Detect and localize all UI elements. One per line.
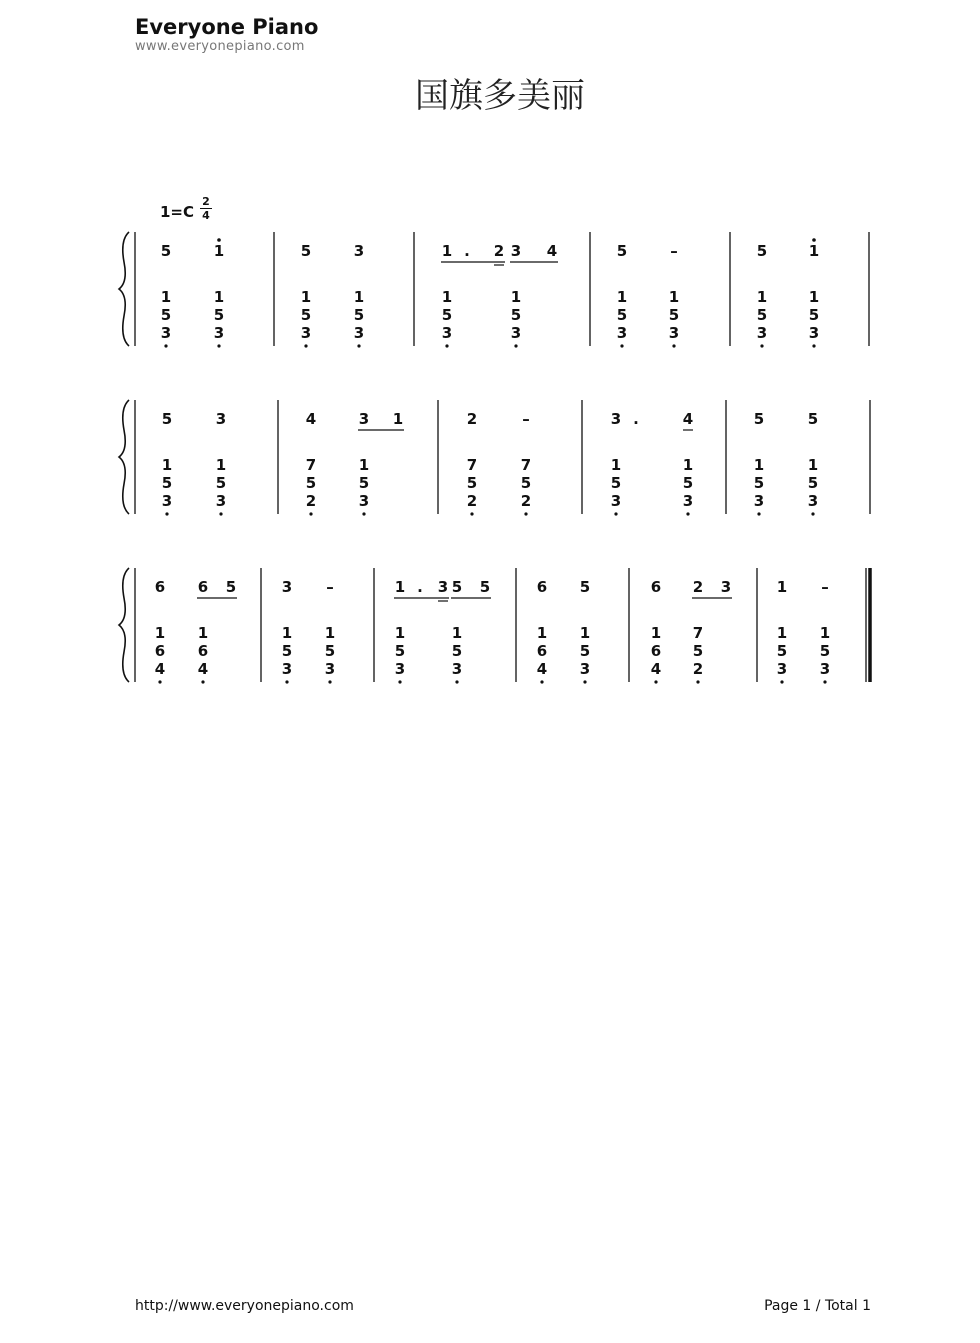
bass-note: 1 xyxy=(154,624,166,642)
melody-note: 5 xyxy=(300,242,312,260)
low-octave-dot xyxy=(540,680,543,683)
bass-note: 6 xyxy=(650,642,662,660)
bass-note: 5 xyxy=(160,306,172,324)
bass-note: 1 xyxy=(213,288,225,306)
bass-note: 3 xyxy=(756,324,768,342)
melody-note: 3 xyxy=(358,410,370,428)
bass-note: 1 xyxy=(616,288,628,306)
low-octave-dot xyxy=(470,512,473,515)
bass-note: 2 xyxy=(305,492,317,510)
melody-note: 1 xyxy=(776,578,788,596)
bass-note: 1 xyxy=(668,288,680,306)
bass-note: 3 xyxy=(394,660,406,678)
low-octave-dot xyxy=(672,344,675,347)
low-octave-dot xyxy=(164,344,167,347)
melody-note: 1 xyxy=(394,578,406,596)
low-octave-dot xyxy=(217,344,220,347)
bass-note: 3 xyxy=(358,492,370,510)
melody-note: 5 xyxy=(807,410,819,428)
bass-note: 4 xyxy=(536,660,548,678)
bass-note: 6 xyxy=(197,642,209,660)
bass-note: 1 xyxy=(807,456,819,474)
melody-note: 3 xyxy=(215,410,227,428)
bass-note: 3 xyxy=(281,660,293,678)
bass-note: 3 xyxy=(807,492,819,510)
bass-note: 1 xyxy=(776,624,788,642)
low-octave-dot xyxy=(614,512,617,515)
bass-note: 3 xyxy=(324,660,336,678)
low-octave-dot xyxy=(757,512,760,515)
low-octave-dot xyxy=(445,344,448,347)
score-title: 国旗多美丽 xyxy=(415,76,585,116)
bass-note: 5 xyxy=(358,474,370,492)
bass-note: 3 xyxy=(616,324,628,342)
low-octave-dot xyxy=(780,680,783,683)
low-octave-dot xyxy=(285,680,288,683)
bass-note: 5 xyxy=(756,306,768,324)
bass-note: 5 xyxy=(300,306,312,324)
bass-note: 1 xyxy=(160,288,172,306)
bass-note: 5 xyxy=(579,642,591,660)
melody-note: 3 xyxy=(610,410,622,428)
bass-note: 3 xyxy=(451,660,463,678)
melody-note: 6 xyxy=(536,578,548,596)
bass-note: 5 xyxy=(682,474,694,492)
melody-note: 5 xyxy=(160,242,172,260)
low-octave-dot xyxy=(583,680,586,683)
bass-note: 3 xyxy=(300,324,312,342)
bass-note: 3 xyxy=(579,660,591,678)
bass-note: 5 xyxy=(819,642,831,660)
bass-note: 4 xyxy=(154,660,166,678)
octave-dot xyxy=(812,238,816,242)
low-octave-dot xyxy=(158,680,161,683)
page-number: Page 1 / Total 1 xyxy=(764,1298,871,1314)
bass-note: 1 xyxy=(324,624,336,642)
bass-note: 1 xyxy=(394,624,406,642)
bass-note: 3 xyxy=(776,660,788,678)
bass-note: 5 xyxy=(668,306,680,324)
bass-note: 5 xyxy=(213,306,225,324)
bass-note: 5 xyxy=(161,474,173,492)
bass-note: 1 xyxy=(682,456,694,474)
melody-note: 4 xyxy=(546,242,558,260)
staff-brace xyxy=(119,568,129,682)
bass-note: 3 xyxy=(819,660,831,678)
melody-note: 2 xyxy=(692,578,704,596)
bass-note: 3 xyxy=(753,492,765,510)
low-octave-dot xyxy=(201,680,204,683)
melody-note: 1 xyxy=(441,242,453,260)
bass-note: 5 xyxy=(520,474,532,492)
bass-note: 5 xyxy=(616,306,628,324)
time-signature-bottom: 4 xyxy=(202,209,210,222)
bass-note: 1 xyxy=(300,288,312,306)
bass-note: 7 xyxy=(692,624,704,642)
melody-note: 2 xyxy=(466,410,478,428)
melody-note: 6 xyxy=(197,578,209,596)
low-octave-dot xyxy=(620,344,623,347)
low-octave-dot xyxy=(362,512,365,515)
melody-note: 5 xyxy=(616,242,628,260)
low-octave-dot xyxy=(357,344,360,347)
bass-note: 1 xyxy=(215,456,227,474)
bass-note: 5 xyxy=(305,474,317,492)
bass-note: 5 xyxy=(215,474,227,492)
brand-name: Everyone Piano xyxy=(135,15,319,39)
low-octave-dot xyxy=(165,512,168,515)
bass-note: 3 xyxy=(668,324,680,342)
bass-note: 6 xyxy=(154,642,166,660)
melody-note: 4 xyxy=(682,410,694,428)
melody-note: – xyxy=(326,578,334,596)
bass-note: 5 xyxy=(808,306,820,324)
low-octave-dot xyxy=(696,680,699,683)
melody-note: 1 xyxy=(213,242,225,260)
low-octave-dot xyxy=(654,680,657,683)
low-octave-dot xyxy=(524,512,527,515)
bass-note: 5 xyxy=(281,642,293,660)
bass-note: 5 xyxy=(324,642,336,660)
bass-note: 3 xyxy=(682,492,694,510)
bass-note: 1 xyxy=(756,288,768,306)
melody-note: 5 xyxy=(451,578,463,596)
melody-note: 6 xyxy=(154,578,166,596)
melody-note: 3 xyxy=(281,578,293,596)
bass-note: 4 xyxy=(650,660,662,678)
bass-note: 1 xyxy=(536,624,548,642)
bass-note: 1 xyxy=(753,456,765,474)
bass-note: 5 xyxy=(807,474,819,492)
augmentation-dot: . xyxy=(633,410,639,428)
low-octave-dot xyxy=(686,512,689,515)
bass-note: 3 xyxy=(441,324,453,342)
melody-note: 3 xyxy=(353,242,365,260)
augmentation-dot: . xyxy=(464,242,470,260)
bass-note: 1 xyxy=(197,624,209,642)
bass-note: 4 xyxy=(197,660,209,678)
bass-note: 1 xyxy=(610,456,622,474)
bass-note: 3 xyxy=(213,324,225,342)
melody-note: 5 xyxy=(161,410,173,428)
melody-note: 1 xyxy=(392,410,404,428)
augmentation-dot: . xyxy=(417,578,423,596)
bass-note: 3 xyxy=(510,324,522,342)
bass-note: 2 xyxy=(692,660,704,678)
bass-note: 5 xyxy=(692,642,704,660)
bass-note: 2 xyxy=(466,492,478,510)
bass-note: 3 xyxy=(160,324,172,342)
melody-note: 1 xyxy=(808,242,820,260)
bass-note: 3 xyxy=(353,324,365,342)
bass-note: 2 xyxy=(520,492,532,510)
low-octave-dot xyxy=(812,344,815,347)
low-octave-dot xyxy=(823,680,826,683)
bass-note: 1 xyxy=(353,288,365,306)
low-octave-dot xyxy=(455,680,458,683)
bass-note: 1 xyxy=(441,288,453,306)
bass-note: 5 xyxy=(753,474,765,492)
bass-note: 5 xyxy=(466,474,478,492)
low-octave-dot xyxy=(398,680,401,683)
bass-note: 1 xyxy=(451,624,463,642)
low-octave-dot xyxy=(219,512,222,515)
bass-note: 3 xyxy=(808,324,820,342)
bass-note: 1 xyxy=(808,288,820,306)
staff-brace xyxy=(119,232,129,346)
melody-note: 3 xyxy=(437,578,449,596)
bass-note: 3 xyxy=(161,492,173,510)
bass-note: 5 xyxy=(776,642,788,660)
bass-note: 6 xyxy=(536,642,548,660)
bass-note: 7 xyxy=(305,456,317,474)
melody-note: 2 xyxy=(493,242,505,260)
melody-note: 5 xyxy=(579,578,591,596)
bass-note: 1 xyxy=(819,624,831,642)
bass-note: 5 xyxy=(353,306,365,324)
bass-note: 3 xyxy=(610,492,622,510)
low-octave-dot xyxy=(514,344,517,347)
melody-note: 3 xyxy=(510,242,522,260)
key-signature: 1=C xyxy=(160,203,195,221)
melody-note: 5 xyxy=(479,578,491,596)
bass-note: 5 xyxy=(510,306,522,324)
melody-note: – xyxy=(522,410,530,428)
low-octave-dot xyxy=(811,512,814,515)
bass-note: 1 xyxy=(510,288,522,306)
melody-note: 5 xyxy=(225,578,237,596)
bass-note: 5 xyxy=(451,642,463,660)
melody-note: 4 xyxy=(305,410,317,428)
bass-note: 1 xyxy=(358,456,370,474)
low-octave-dot xyxy=(760,344,763,347)
melody-note: – xyxy=(821,578,829,596)
low-octave-dot xyxy=(309,512,312,515)
melody-note: 5 xyxy=(756,242,768,260)
bass-note: 7 xyxy=(520,456,532,474)
low-octave-dot xyxy=(304,344,307,347)
bass-note: 1 xyxy=(281,624,293,642)
bass-note: 1 xyxy=(579,624,591,642)
melody-note: 3 xyxy=(720,578,732,596)
time-signature-top: 2 xyxy=(202,195,210,208)
low-octave-dot xyxy=(328,680,331,683)
octave-dot xyxy=(217,238,221,242)
melody-note: – xyxy=(670,242,678,260)
melody-note: 6 xyxy=(650,578,662,596)
bass-note: 7 xyxy=(466,456,478,474)
bass-note: 5 xyxy=(441,306,453,324)
bass-note: 5 xyxy=(610,474,622,492)
bass-note: 1 xyxy=(650,624,662,642)
bass-note: 1 xyxy=(161,456,173,474)
bass-note: 3 xyxy=(215,492,227,510)
staff-brace xyxy=(119,400,129,514)
footer-url: http://www.everyonepiano.com xyxy=(135,1298,354,1314)
bass-note: 5 xyxy=(394,642,406,660)
melody-note: 5 xyxy=(753,410,765,428)
brand-url: www.everyonepiano.com xyxy=(135,39,305,54)
